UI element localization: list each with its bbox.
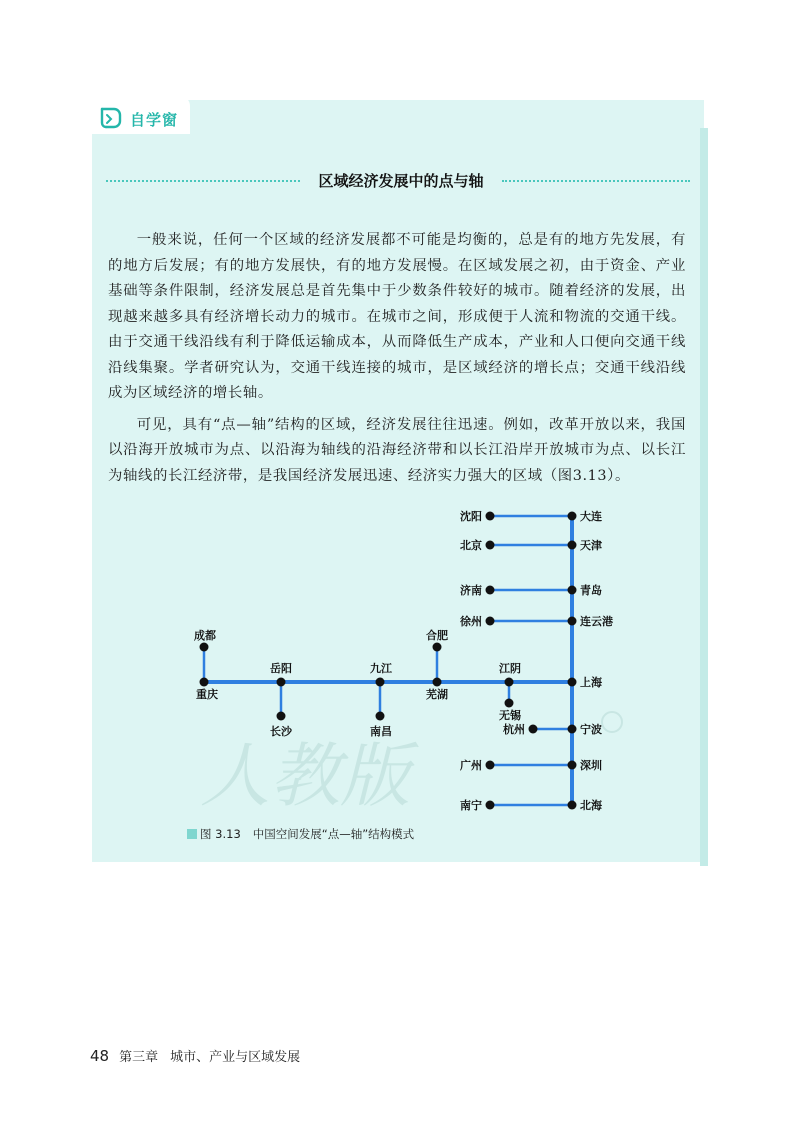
city-label: 无锡: [499, 709, 521, 722]
figure-caption-text: 中国空间发展“点—轴”结构模式: [252, 827, 415, 841]
city-label: 重庆: [196, 688, 218, 701]
paragraph: 一般来说，任何一个区域的经济发展都不可能是均衡的，总是有的地方先发展，有的地方后发展；有的地方发展快，有的地方发展慢。在区域发展之初，由于资金、产业基础等条件限制，经济发展总是首先集中于少数条件较好的城市。随着经济的发展，出现越来越多具有经济增长动力的城市。在城市之间，形成便于人流和物流的交通干线。由于交通干线沿线有利于降低运输成本，从而降低生产成本，产业和人口便向交通干线沿线集聚。学者研究认为，交通干线连接的城市，是区域经济的增长点；交通干线沿线成为区域经济的增长轴。: [108, 232, 686, 401]
city-node-hangzhou: [529, 725, 538, 734]
city-label: 江阴: [499, 662, 521, 675]
city-node-tianjin: [568, 541, 577, 550]
city-node-jiujiang: [376, 678, 385, 687]
watermark-text: 人教版: [200, 735, 410, 817]
city-label: 沈阳: [460, 510, 482, 523]
city-node-jiangyin: [505, 678, 514, 687]
figure-caption: [187, 826, 414, 842]
city-node-chongqing: [200, 678, 209, 687]
city-label: 深圳: [580, 759, 602, 772]
sidebar-label: 自学窗: [130, 111, 179, 129]
city-label: 杭州: [503, 723, 525, 736]
city-node-beijing: [486, 541, 495, 550]
city-label: 九江: [370, 662, 392, 675]
city-node-guangzhou: [486, 761, 495, 770]
city-node-hefei: [433, 643, 442, 652]
page-footer: [90, 1046, 300, 1065]
city-node-shanghai: [568, 678, 577, 687]
city-label: 岳阳: [270, 662, 292, 675]
city-node-chengdu: [200, 643, 209, 652]
city-node-qingdao: [568, 586, 577, 595]
city-label: 连云港: [580, 615, 613, 628]
city-label: 长沙: [270, 725, 292, 738]
city-label: 宁波: [580, 723, 602, 736]
page-number: 48: [90, 1047, 110, 1065]
chapter-number: 第三章: [119, 1050, 159, 1065]
city-label: 芜湖: [426, 688, 448, 701]
registered-mark-icon: [602, 712, 622, 732]
city-label: 南昌: [370, 725, 392, 738]
city-node-wuxi: [505, 699, 514, 708]
city-label: 大连: [580, 510, 602, 523]
figure-number: 图 3.13: [200, 827, 241, 841]
city-label: 成都: [194, 629, 216, 642]
city-node-yueyang: [277, 678, 286, 687]
paragraph: 可见，具有“点—轴”结构的区域，经济发展往往迅速。例如，改革开放以来，我国以沿海开放城市为点、以沿海为轴线的沿海经济带和以长江沿岸开放城市为点、以长江为轴线的长江经济带，是我国经济发展迅速、经济实力强大的区域（图3.13）。: [108, 416, 686, 484]
city-node-ningbo: [568, 725, 577, 734]
city-label: 北京: [460, 539, 482, 552]
city-node-lianyungang: [568, 617, 577, 626]
section-title: 区域经济发展中的点与轴: [318, 172, 484, 190]
city-label: 徐州: [460, 615, 482, 628]
caption-marker: [187, 829, 197, 839]
city-node-nanning: [486, 801, 495, 810]
city-node-nanchang: [376, 712, 385, 721]
city-node-shenyang: [486, 512, 495, 521]
city-label: 青岛: [580, 584, 602, 597]
city-label: 上海: [580, 676, 602, 689]
city-label: 合肥: [426, 629, 448, 642]
city-label: 南宁: [460, 799, 482, 812]
city-label: 北海: [580, 799, 602, 812]
city-node-jinan: [486, 586, 495, 595]
chapter-title: 城市、产业与区域发展: [170, 1050, 301, 1065]
city-node-wuhu: [433, 678, 442, 687]
city-node-xuzhou: [486, 617, 495, 626]
city-label: 济南: [460, 584, 482, 597]
city-node-shenzhen: [568, 761, 577, 770]
city-label: 天津: [580, 539, 602, 552]
city-node-dalian: [568, 512, 577, 521]
city-node-changsha: [277, 712, 286, 721]
city-node-beihai: [568, 801, 577, 810]
city-label: 广州: [460, 759, 482, 772]
